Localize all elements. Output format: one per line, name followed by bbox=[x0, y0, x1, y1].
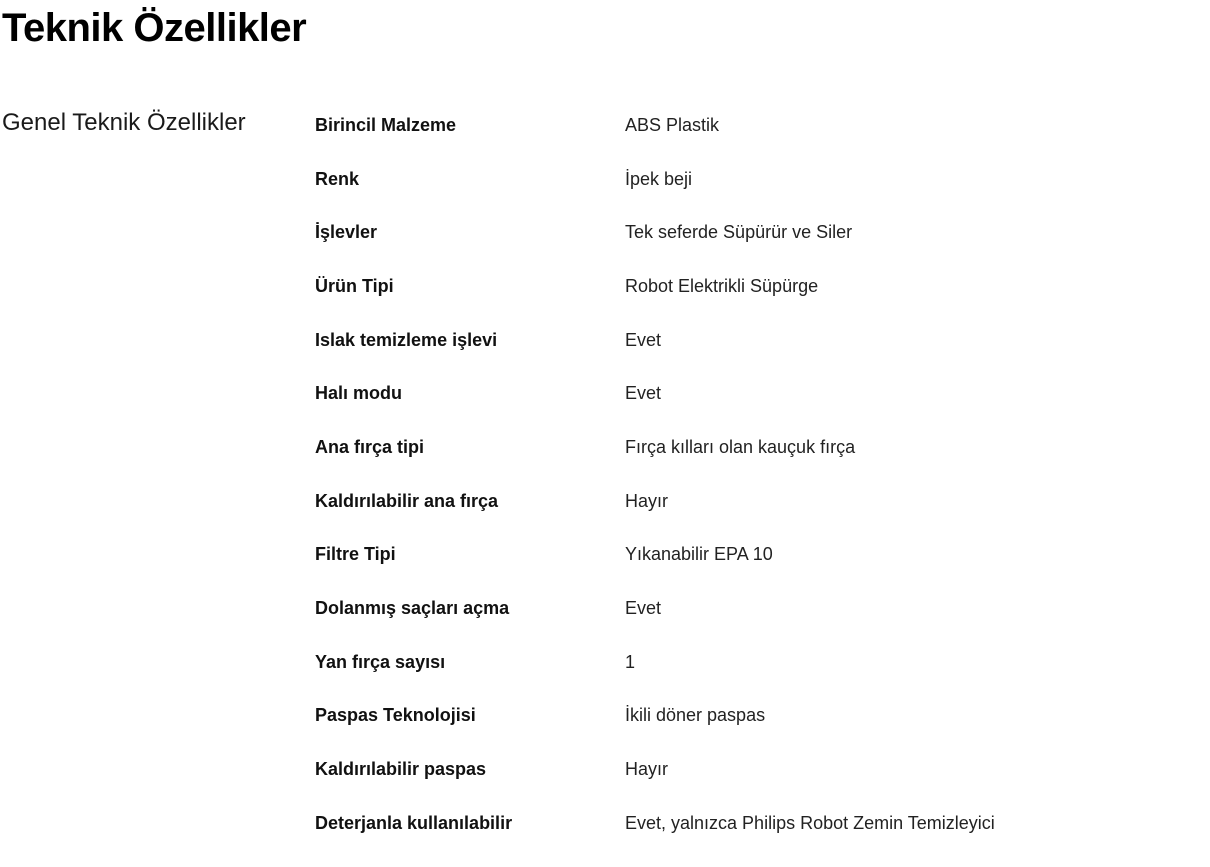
spec-label: Dolanmış saçları açma bbox=[315, 598, 510, 619]
spec-row-primary-material bbox=[315, 98, 1185, 152]
spec-label: Ürün Tipi bbox=[315, 275, 394, 296]
spec-label: Paspas Teknolojisi bbox=[315, 705, 476, 726]
spec-label: Renk bbox=[315, 168, 360, 189]
section-title: Genel Teknik Özellikler bbox=[2, 109, 246, 136]
spec-label: Deterjanla kullanılabilir bbox=[315, 812, 513, 833]
spec-value: Hayır bbox=[625, 759, 669, 780]
spec-row-color bbox=[315, 152, 1185, 206]
spec-label: Filtre Tipi bbox=[315, 544, 396, 565]
spec-value: Hayır bbox=[625, 490, 669, 511]
spec-label: İşlevler bbox=[315, 222, 378, 243]
spec-row-side-brush-count bbox=[315, 635, 1185, 689]
spec-label: Birincil Malzeme bbox=[315, 114, 457, 135]
spec-value: Evet, yalnızca Philips Robot Zemin Temizleyici bbox=[625, 812, 995, 833]
spec-label: Halı modu bbox=[315, 383, 403, 404]
spec-row-hair-detangling bbox=[315, 581, 1185, 635]
spec-label: Islak temizleme işlevi bbox=[315, 329, 498, 350]
spec-label: Ana fırça tipi bbox=[315, 436, 425, 457]
spec-value: Fırça kılları olan kauçuk fırça bbox=[625, 436, 856, 457]
spec-value: Evet bbox=[625, 598, 662, 619]
spec-table bbox=[315, 98, 1185, 850]
spec-label: Kaldırılabilir paspas bbox=[315, 759, 487, 780]
spec-row-carpet-mode bbox=[315, 366, 1185, 420]
spec-row-product-type bbox=[315, 259, 1185, 313]
spec-row-main-brush-type bbox=[315, 420, 1185, 474]
spec-label: Yan fırça sayısı bbox=[315, 651, 446, 672]
spec-row-wet-cleaning bbox=[315, 313, 1185, 367]
spec-row-removable-mop bbox=[315, 742, 1185, 796]
spec-value: Evet bbox=[625, 383, 662, 404]
page-title: Teknik Özellikler bbox=[2, 6, 307, 50]
spec-label: Kaldırılabilir ana fırça bbox=[315, 490, 499, 511]
spec-value: 1 bbox=[625, 651, 636, 672]
spec-row-functions bbox=[315, 205, 1185, 259]
spec-value: İkili döner paspas bbox=[625, 705, 766, 726]
spec-value: Evet bbox=[625, 329, 662, 350]
spec-value: Tek seferde Süpürür ve Siler bbox=[625, 222, 853, 243]
spec-value: İpek beji bbox=[625, 168, 693, 189]
spec-row-filter-type bbox=[315, 528, 1185, 582]
spec-row-detergent-compatible bbox=[315, 796, 1185, 850]
spec-value: Robot Elektrikli Süpürge bbox=[625, 275, 819, 296]
spec-row-mop-technology bbox=[315, 689, 1185, 743]
spec-value: ABS Plastik bbox=[625, 114, 720, 135]
spec-value: Yıkanabilir EPA 10 bbox=[625, 544, 773, 565]
spec-row-removable-main-brush bbox=[315, 474, 1185, 528]
